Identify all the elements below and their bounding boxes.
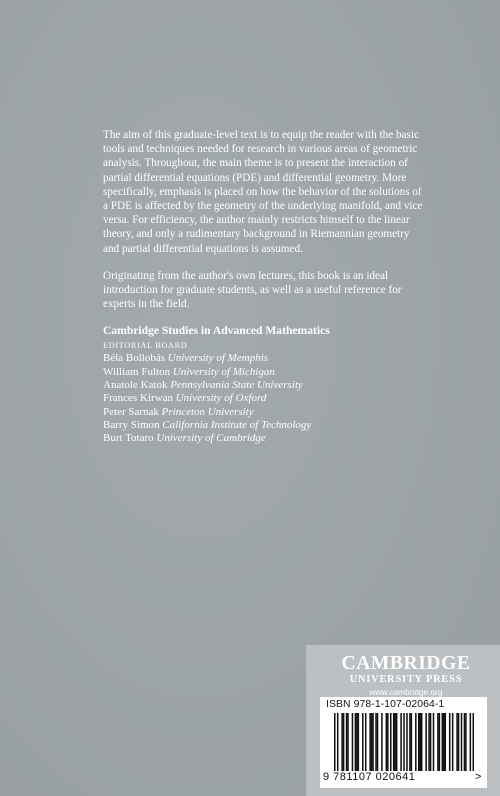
barcode-bar bbox=[443, 713, 445, 771]
barcode-bar bbox=[352, 713, 354, 771]
barcode-bar bbox=[375, 713, 377, 771]
barcode-bar bbox=[464, 713, 466, 771]
barcode-bars bbox=[334, 713, 474, 771]
barcode-bar bbox=[409, 713, 411, 771]
barcode-bar bbox=[418, 713, 420, 771]
barcode-bar bbox=[421, 713, 423, 771]
barcode-bar bbox=[439, 713, 441, 771]
barcode-bar bbox=[387, 713, 389, 771]
publisher-panel bbox=[306, 645, 500, 796]
barcode-bar bbox=[355, 713, 357, 771]
barcode-bar bbox=[358, 713, 360, 771]
barcode-bar bbox=[445, 713, 447, 771]
barcode-bar bbox=[346, 713, 348, 771]
barcode-bar bbox=[465, 713, 467, 771]
blurb-paragraph-2: Originating from the author's own lectures, this book is an ideal introduction for graduate students, as well as a useful reference for experts in the field. bbox=[103, 269, 402, 311]
barcode-bar bbox=[425, 713, 427, 771]
board-member-affiliation: Pennsylvania State University bbox=[170, 379, 303, 392]
barcode-bar bbox=[400, 713, 402, 771]
board-member bbox=[103, 366, 423, 379]
barcode-bar bbox=[334, 713, 336, 771]
barcode-bar bbox=[362, 713, 364, 771]
board-member-affiliation: University of Oxford bbox=[175, 392, 267, 405]
barcode-bar bbox=[356, 713, 358, 771]
barcode-bar bbox=[372, 713, 374, 771]
board-member bbox=[103, 352, 423, 365]
barcode-bar bbox=[452, 713, 454, 771]
board-member-affiliation: University of Cambridge bbox=[156, 432, 266, 445]
barcode-bar bbox=[381, 713, 383, 771]
barcode-bar bbox=[365, 713, 367, 771]
barcode-bar bbox=[406, 713, 408, 771]
board-member bbox=[103, 419, 423, 432]
barcode-bar bbox=[347, 713, 349, 771]
barcode-bar bbox=[377, 713, 379, 771]
barcode-bar bbox=[456, 713, 458, 771]
board-member-name: Barry Simon bbox=[103, 418, 160, 431]
barcode-bar bbox=[442, 713, 444, 771]
board-member-affiliation: University of Memphis bbox=[167, 352, 268, 365]
barcode-bar bbox=[403, 713, 405, 771]
board-member bbox=[103, 406, 423, 419]
barcode-bar bbox=[390, 713, 392, 771]
barcode-bar bbox=[415, 713, 417, 771]
barcode-bar bbox=[411, 713, 413, 771]
barcode-bar bbox=[337, 713, 339, 771]
barcode-bar bbox=[371, 713, 373, 771]
board-member-affiliation: Princeton University bbox=[161, 405, 254, 418]
board-member bbox=[103, 392, 423, 405]
barcode-bar bbox=[470, 713, 472, 771]
board-member-name: Béla Bollobás bbox=[103, 352, 166, 365]
editorial-board-list bbox=[103, 352, 423, 445]
publisher-url: www.cambridge.org bbox=[369, 687, 443, 697]
board-member-name: Anatole Katok bbox=[103, 379, 168, 392]
barcode-bar bbox=[343, 713, 345, 771]
barcode-bar bbox=[430, 713, 432, 771]
barcode-bar bbox=[396, 713, 398, 771]
publisher-press-label: UNIVERSITY PRESS bbox=[349, 674, 463, 685]
barcode-box bbox=[320, 697, 487, 788]
barcode-bar bbox=[461, 713, 463, 771]
barcode-bar bbox=[437, 713, 439, 771]
board-member bbox=[103, 432, 423, 445]
publisher-logo-name: CAMBRIDGE bbox=[341, 653, 471, 674]
board-member-name: Peter Sarnak bbox=[103, 405, 159, 418]
barcode-number: 9 781107 020641 bbox=[323, 771, 416, 783]
board-member-name: Frances Kirwan bbox=[103, 392, 173, 405]
barcode-bar bbox=[419, 713, 421, 771]
barcode-bar bbox=[394, 713, 396, 771]
barcode-bar bbox=[428, 713, 430, 771]
editorial-board-label: EDITORIAL BOARD bbox=[103, 341, 188, 351]
barcode-bar bbox=[433, 713, 435, 771]
isbn-label: ISBN 978-1-107-02064-1 bbox=[326, 699, 445, 710]
barcode-bar bbox=[393, 713, 395, 771]
barcode-bar bbox=[449, 713, 451, 771]
board-member-name: Burt Totaro bbox=[103, 432, 154, 445]
series-title: Cambridge Studies in Advanced Mathematics bbox=[103, 324, 330, 338]
cover-text-block bbox=[103, 128, 423, 446]
blurb-paragraph-1: The aim of this graduate-level text is to equip the reader with the basic tools and techniques needed for research in various areas of geometric analysis. Throughout, the main theme is to present the interaction of partial differential equations (PDE) and differential geometry. More specifically, emphasis is placed on how the behavior of the solutions of a PDE is affected by the geometry of the underlying manifold, and vice versa. For efficiency, the author mainly restricts himself to the linear theory, and only a rudimentary background in Riemannian geometry and partial differential equations is assumed. bbox=[103, 129, 423, 255]
barcode-end-mark: > bbox=[475, 771, 482, 783]
barcode-bar bbox=[341, 713, 343, 771]
barcode-bar bbox=[369, 713, 371, 771]
board-member bbox=[103, 379, 423, 392]
board-member-affiliation: California Institute of Technology bbox=[162, 418, 312, 431]
board-member-affiliation: University of Michigan bbox=[172, 365, 275, 378]
barcode-bar bbox=[473, 713, 474, 771]
board-member-name: William Fulton bbox=[103, 365, 171, 378]
barcode-bar bbox=[458, 713, 460, 771]
barcode-bar bbox=[386, 713, 388, 771]
